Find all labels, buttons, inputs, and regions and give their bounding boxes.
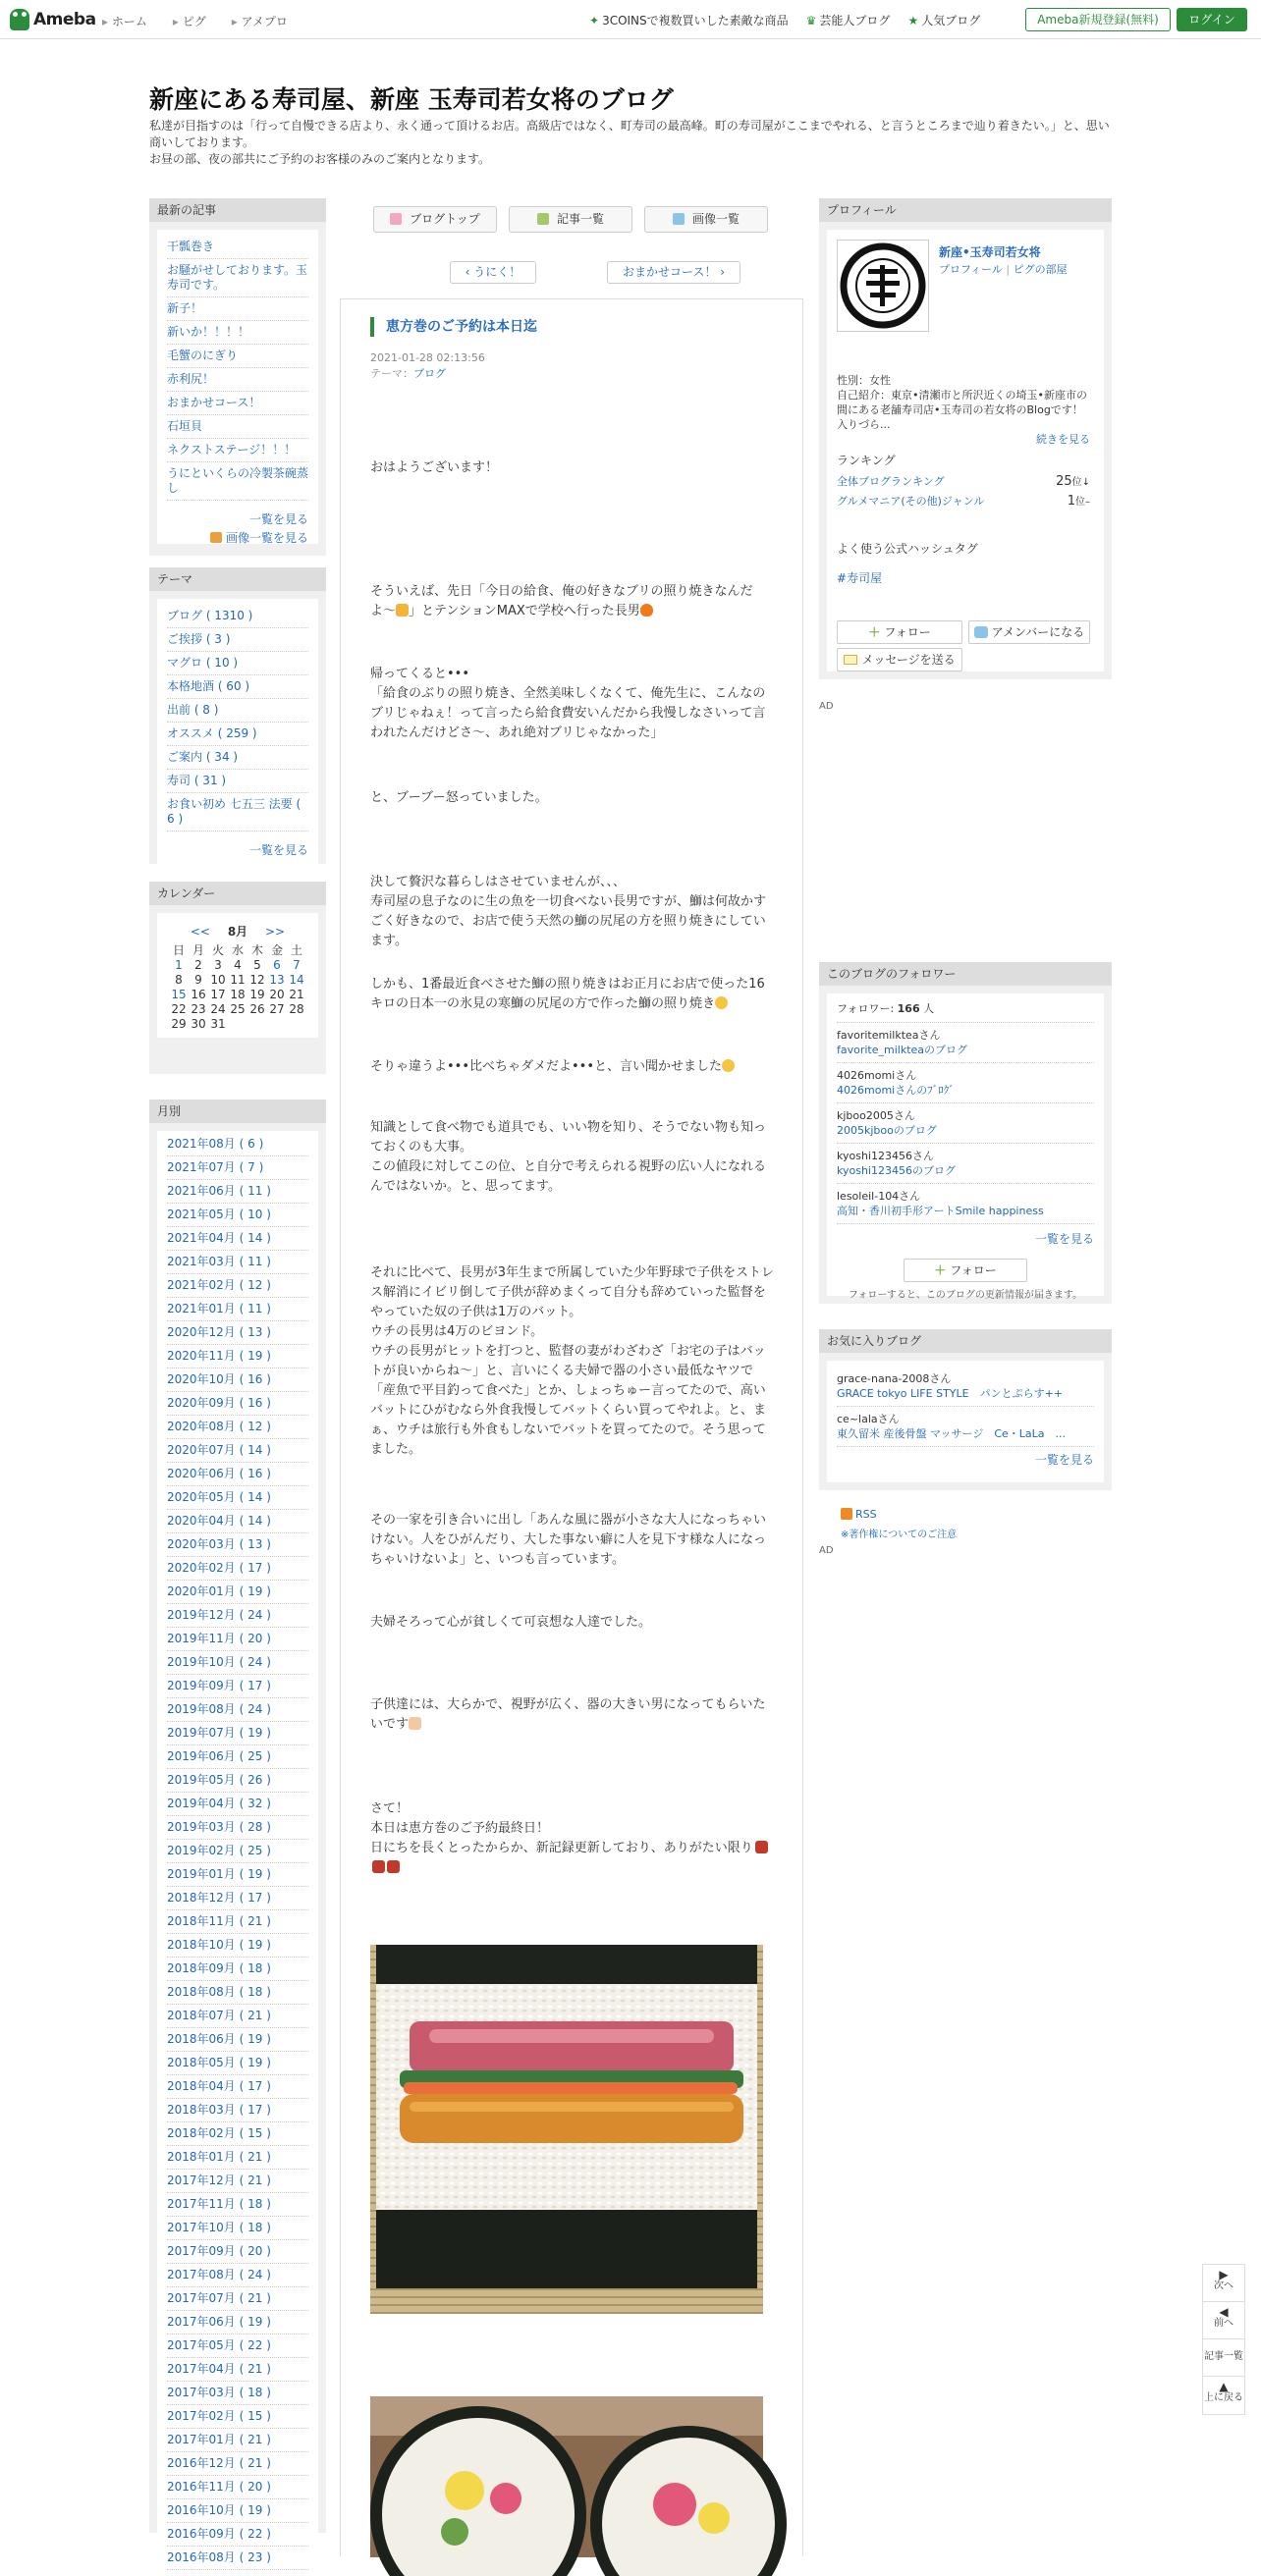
- bento-emoji-icon: [755, 1841, 768, 1853]
- follower-blog-link[interactable]: 4026momiさんのﾌﾞﾛｸﾞ: [837, 1084, 955, 1097]
- home-icon: [390, 213, 402, 225]
- nav-pigg[interactable]: ▸ ピグ: [173, 13, 206, 29]
- themes-title: テーマ: [149, 567, 326, 591]
- calendar-day: [267, 1017, 287, 1032]
- envelope-icon: [844, 655, 857, 665]
- favorite-blog-owner: ce~lalaさん: [837, 1413, 900, 1425]
- followers-title: このブログのフォロワー: [819, 962, 1112, 986]
- ehomaki-photo[interactable]: [370, 1945, 763, 2314]
- follower-item: [837, 1184, 1094, 1224]
- calendar-day: 9: [194, 973, 202, 987]
- archive-month-link[interactable]: 2020年07月 ( 14 ): [167, 1439, 308, 1463]
- plus-icon: ＋: [934, 1263, 951, 1277]
- archive-month-link[interactable]: 2017年01月 ( 21 ): [167, 2429, 308, 2452]
- archive-month-link[interactable]: 2020年03月 ( 13 ): [167, 1533, 308, 1557]
- logo-text: Ameba: [33, 10, 96, 29]
- follower-item: [837, 1063, 1094, 1103]
- profile-box: [819, 198, 1112, 679]
- celebrity-blog-link[interactable]: [806, 12, 891, 28]
- archive-month-link[interactable]: 2021年04月 ( 14 ): [167, 1227, 308, 1251]
- entry-theme-label: テーマ：: [370, 367, 413, 380]
- thumbs-up-emoji-icon: [409, 1717, 421, 1730]
- archive-month-link[interactable]: 2020年02月 ( 17 ): [167, 1557, 308, 1581]
- recent-images-label: 画像一覧を見る: [225, 531, 308, 545]
- tab-entry-list[interactable]: [509, 206, 632, 233]
- popular-blog-label: 人気ブログ: [921, 14, 981, 27]
- theme-link[interactable]: 本格地酒 ( 60 ): [167, 675, 308, 699]
- entry-theme-link[interactable]: ブログ: [413, 367, 446, 380]
- archive-month-link[interactable]: 2017年03月 ( 18 ): [167, 2382, 308, 2405]
- archive-month-link[interactable]: 2018年10月 ( 19 ): [167, 1934, 308, 1958]
- archive-month-link[interactable]: 2018年11月 ( 21 ): [167, 1910, 308, 1934]
- calendar-weekday: 火: [211, 943, 224, 957]
- archive-month-link[interactable]: 2020年10月 ( 16 ): [167, 1368, 308, 1392]
- theme-link[interactable]: マグロ ( 10 ): [167, 652, 308, 675]
- archive-month-link[interactable]: 2020年11月 ( 19 ): [167, 1345, 308, 1368]
- become-member-button[interactable]: [968, 620, 1090, 644]
- send-message-label: メッセージを送る: [861, 653, 956, 667]
- archive-month-link[interactable]: 2019年10月 ( 24 ): [167, 1651, 308, 1675]
- archive-month-link[interactable]: 2019年09月 ( 17 ): [167, 1675, 308, 1698]
- theme-link[interactable]: 寿司 ( 31 ): [167, 770, 308, 793]
- archive-month-link[interactable]: 2021年08月 ( 6 ): [167, 1133, 308, 1156]
- calendar-day: 12: [249, 973, 265, 987]
- followers-box: [819, 962, 1112, 1304]
- nav-home[interactable]: ▸ ホーム: [102, 13, 147, 29]
- recent-post-link[interactable]: 石垣貝: [167, 415, 308, 439]
- entry-paragraph: 知識として食べ物でも道具でも、いい物を知り、そうでない物も知っておくのも大事。 この値段に対してこの位、と自分で考えられる視野の広い人になれるんではないか。と、思ってます。: [370, 1120, 767, 1194]
- profile-title: プロフィール: [819, 198, 1112, 222]
- archive-month-link[interactable]: 2021年05月 ( 10 ): [167, 1204, 308, 1227]
- calendar-day: 4: [234, 958, 242, 972]
- entry-paragraph: [370, 975, 775, 1014]
- archive-month-link[interactable]: 2018年12月 ( 17 ): [167, 1887, 308, 1910]
- recent-post-link[interactable]: 新いか！！！！: [167, 321, 308, 345]
- next-entry-button[interactable]: [607, 261, 740, 284]
- calendar-box: [149, 882, 326, 1074]
- calendar-day: 28: [289, 1002, 304, 1016]
- profile-follow-button[interactable]: [837, 620, 962, 644]
- entry-paragraph-text: さて！ 本日は恵方巻のご予約最終日！ 日にちを長くとったからか、新記録更新しており、ありがたい限り: [370, 1801, 753, 1855]
- recent-post-link[interactable]: おまかせコース！: [167, 392, 308, 415]
- archive-month-link[interactable]: 2017年09月 ( 20 ): [167, 2240, 308, 2264]
- sweat-smile-emoji-icon: [722, 1059, 735, 1072]
- archive-month-link[interactable]: 2016年11月 ( 20 ): [167, 2476, 308, 2499]
- overall-rank: 25: [1056, 474, 1072, 489]
- archive-month-link[interactable]: 2018年01月 ( 21 ): [167, 2146, 308, 2170]
- rss-link[interactable]: [841, 1508, 877, 1521]
- calendar-day: 30: [191, 1017, 206, 1031]
- rss-label: RSS: [855, 1508, 877, 1521]
- entry-paragraph-text: 子供達には、大らかで、視野が広く、器の大きい男になってもらいたいです: [370, 1697, 766, 1732]
- calendar-day: 16: [191, 988, 206, 1001]
- archive-month-link[interactable]: 2017年12月 ( 21 ): [167, 2170, 308, 2193]
- archive-month-link[interactable]: 2016年08月 ( 23 ): [167, 2547, 308, 2570]
- ameba-logo[interactable]: [10, 9, 96, 30]
- archive-month-link[interactable]: 2020年09月 ( 16 ): [167, 1392, 308, 1416]
- arrow-up-icon: ▲: [1219, 2380, 1229, 2393]
- calendar-weekday: 木: [250, 943, 263, 957]
- link-separator: |: [1002, 263, 1014, 276]
- chevron-left-icon: ‹: [465, 265, 474, 279]
- next-label: 次へ: [1214, 2281, 1234, 2291]
- calendar-weekday: 水: [231, 943, 244, 957]
- pigg-room-link[interactable]: ピグの部屋: [1013, 263, 1068, 276]
- rank-unit: 位: [1075, 497, 1085, 508]
- star-icon: ★: [907, 14, 919, 27]
- archive-month-link[interactable]: 2018年07月 ( 21 ): [167, 2005, 308, 2028]
- archive-month-link[interactable]: 2019年07月 ( 19 ): [167, 1722, 308, 1745]
- favorite-blog-owner: grace-nana-2008さん: [837, 1372, 952, 1385]
- follower-name: lesoleil-104さん: [837, 1190, 921, 1203]
- archive-month-link[interactable]: 2019年06月 ( 25 ): [167, 1745, 308, 1769]
- calendar-day: 25: [230, 1002, 246, 1016]
- smile-emoji-icon: [715, 996, 728, 1009]
- calendar-next[interactable]: >>: [265, 925, 286, 939]
- register-button[interactable]: Ameba新規登録(無料): [1025, 8, 1171, 31]
- favorites-box: [819, 1329, 1112, 1490]
- floating-nav: [1202, 2264, 1245, 2415]
- blog-title[interactable]: 新座にある寿司屋、新座 玉寿司若女将のブログ: [149, 85, 674, 114]
- archive-month-link[interactable]: 2018年03月 ( 17 ): [167, 2099, 308, 2122]
- send-message-button[interactable]: [837, 648, 962, 671]
- archive-month-link[interactable]: 2016年09月 ( 22 ): [167, 2523, 308, 2547]
- tab-blog-top-label: ブログトップ: [410, 212, 480, 226]
- archive-month-link[interactable]: 2017年10月 ( 18 ): [167, 2217, 308, 2240]
- calendar-day[interactable]: 6: [273, 958, 281, 972]
- archive-month-link[interactable]: 2017年06月 ( 19 ): [167, 2311, 308, 2334]
- entry-paragraph: 帰ってくると••• 「給食のぶりの照り焼き、全然美味しくなくて、俺先生に、こんなのブリじゃねぇ！って言ったら給食費安いんだから我慢しなさいって言われたんだけどさ〜、あれ絶対ブリじゃなかった」: [370, 667, 766, 740]
- entry-paragraph: それに比べて、長男が3年生まで所属していた少年野球で子供をストレス解消にイビリ倒して子供が辞めまくって自分も辞めていった監督をやっていた奴の子供は1万のバット。 ウチの長男は4万のビヨンド。 ウチの長男がヒットを打つと、監督の妻がわざわざ「お宅の子はバットが良いからね〜」と、言いにくる夫婦で器の小さい最低なヤツで「産魚で平目釣って食べた」とか、しょっちゅー言ってたので、高いバットにひがむなら外食我慢してバットくらい買ってやれよ。と、まぁ、ウチは旅行も外食もしないでバットを買ってたので。そう思ってました。: [370, 1265, 775, 1457]
- profile-name[interactable]: 新座•玉寿司若女将: [939, 245, 1041, 259]
- archive-month-link[interactable]: 2018年08月 ( 18 ): [167, 1981, 308, 2005]
- entry-paragraph: [370, 1695, 775, 1735]
- follower-blog-link[interactable]: favorite_milkteaのブログ: [837, 1044, 968, 1056]
- calendar-day[interactable]: 15: [171, 988, 187, 1001]
- profile-gender: 性別：女性: [837, 374, 891, 387]
- top-bar: [0, 0, 1261, 39]
- entry-paragraph: 夫婦そろって心が貧しくて可哀想な人達でした。: [370, 1615, 652, 1630]
- back-to-top-button[interactable]: [1203, 2377, 1244, 2414]
- recent-post-link[interactable]: 干瓢巻き: [167, 236, 308, 259]
- archive-month-link[interactable]: 2018年04月 ( 17 ): [167, 2075, 308, 2099]
- recent-posts-box: [149, 198, 326, 556]
- archive-month-link[interactable]: 2019年12月 ( 24 ): [167, 1604, 308, 1628]
- member-icon: [974, 626, 988, 638]
- recent-post-link[interactable]: 新子！: [167, 297, 308, 321]
- calendar-day: 18: [230, 988, 246, 1001]
- archive-month-link[interactable]: 2019年01月 ( 19 ): [167, 1863, 308, 1887]
- rank-trend-flat-icon: –: [1085, 497, 1090, 508]
- calendar-day: [287, 1017, 306, 1032]
- next-entry-label: おまかせコース！: [622, 265, 717, 279]
- calendar-weekday: 金: [270, 943, 283, 957]
- blog-description: [149, 118, 1112, 168]
- calendar-day: 23: [191, 1002, 206, 1016]
- archive-month-link[interactable]: 2020年06月 ( 16 ): [167, 1463, 308, 1486]
- ameba-frog-icon: [10, 9, 29, 30]
- recent-post-link[interactable]: お騒がせしております。玉寿司です。: [167, 259, 308, 297]
- archive-month-link[interactable]: 2017年04月 ( 21 ): [167, 2358, 308, 2382]
- entry-date: 2021-01-28 02:13:56: [370, 351, 485, 364]
- calendar-day[interactable]: 14: [289, 973, 304, 987]
- chevron-right-icon: ›: [716, 265, 726, 279]
- archive-month-link[interactable]: 2020年01月 ( 19 ): [167, 1581, 308, 1604]
- follower-blog-link[interactable]: kyoshi123456のブログ: [837, 1164, 956, 1177]
- omelet-emoji-icon: [396, 604, 409, 617]
- archive-month-link[interactable]: 2019年11月 ( 20 ): [167, 1628, 308, 1651]
- entry-paragraph: 決して贅沢な暮らしはさせていませんが、、、 寿司屋の息子なのに生の魚を一切食べない長男ですが、鰤は何故かすごく好きなので、お店で使う天然の鰤の尻尾の方を照り焼きにしています。: [370, 875, 767, 948]
- blog-description-line1: 私達が目指すのは「行って自慢できる店より、永く通って頂けるお店。高級店ではなく、町寿司の最高峰。町の寿司屋がここまでやれる、と言うところまで辿り着きたい。」と、思い商いしております。: [149, 119, 1110, 149]
- fire-emoji-icon: [640, 604, 653, 617]
- recent-post-link[interactable]: 赤利尻！: [167, 368, 308, 392]
- favorite-blog-item: [837, 1407, 1094, 1447]
- profile-more-link[interactable]: 続きを見る: [1036, 433, 1090, 446]
- follower-count-label: フォロワー:: [837, 1002, 895, 1015]
- recent-images-link[interactable]: [167, 527, 308, 546]
- follower-item: [837, 1144, 1094, 1184]
- calendar-day: 24: [210, 1002, 226, 1016]
- genre-ranking-link[interactable]: グルメマニア(その他)ジャンル: [837, 495, 985, 508]
- calendar-day: 19: [249, 988, 265, 1001]
- bento-emoji-icon: [372, 1860, 385, 1873]
- ad-label-2: AD: [819, 1545, 834, 1556]
- ranking-title: ランキング: [837, 454, 896, 467]
- back-to-top-label: 上に戻る: [1204, 2392, 1243, 2403]
- archive-title: 月別: [149, 1100, 326, 1123]
- archive-month-link[interactable]: 2017年07月 ( 21 ): [167, 2287, 308, 2311]
- profile-follow-label: フォロー: [884, 625, 931, 639]
- calendar-weekday: 月: [192, 943, 204, 957]
- list-icon: [537, 213, 549, 225]
- entry-paragraph: [370, 1057, 775, 1077]
- archive-month-link[interactable]: 2021年03月 ( 11 ): [167, 1251, 308, 1274]
- calendar-month: 8月: [227, 925, 248, 939]
- crown-icon: ♛: [805, 14, 817, 27]
- ad-label: AD: [819, 701, 834, 712]
- follow-note: フォローすると、このブログの更新情報が届きます。: [848, 1290, 1083, 1301]
- themes-more-link[interactable]: 一覧を見る: [248, 843, 308, 857]
- calendar-day: 11: [230, 973, 246, 987]
- calendar-day: 27: [269, 1002, 285, 1016]
- archive-month-link[interactable]: 2017年05月 ( 22 ): [167, 2334, 308, 2358]
- tab-image-list-label: 画像一覧: [691, 212, 740, 226]
- genre-rank: 1: [1067, 494, 1075, 509]
- follower-count-unit: 人: [923, 1002, 935, 1015]
- follower-count: 166: [897, 1002, 920, 1015]
- entry-paragraph: その一家を引き合いに出し「あんな風に器が小さな大人になっちゃいけない。人をひがんだり、大した事ない癖に人を見下す様な人になっちゃいけないよ」と、いつも言っています。: [370, 1513, 767, 1567]
- calendar-day[interactable]: 13: [269, 973, 285, 987]
- calendar-day: 10: [210, 973, 226, 987]
- calendar-day: 22: [171, 1002, 187, 1016]
- archive-month-link[interactable]: 2020年12月 ( 13 ): [167, 1321, 308, 1345]
- favorite-blog-link[interactable]: GRACE tokyo LIFE STYLE パンとぷらす++: [837, 1387, 1064, 1400]
- entry-title[interactable]: 恵方巻のご予約は本日迄: [370, 317, 537, 337]
- archive-month-link[interactable]: 2017年02月 ( 15 ): [167, 2405, 308, 2429]
- profile-intro: 自己紹介：東京•清瀬市と所沢近くの埼玉•新座市の間にある老舗寿司店•玉寿司の若女将のBlogです！ 入りづら...: [837, 389, 1087, 431]
- bento-emoji-icon: [387, 1860, 400, 1873]
- sushi-roll-photo[interactable]: [370, 2396, 763, 2557]
- nav-amepro[interactable]: ▸ アメプロ: [232, 13, 288, 29]
- calendar-day: 3: [214, 958, 222, 972]
- prev-label: 前へ: [1214, 2318, 1234, 2329]
- recent-post-link[interactable]: ネクストステージ！！！: [167, 439, 308, 462]
- entry-paragraph-text: しかも、1番最近食べさせた鰤の照り焼きはお正月にお店で使った16キロの日本一の氷見の寒鰤の尻尾の方で作った鰤の照り焼き: [370, 977, 765, 1011]
- rss-icon: [841, 1508, 852, 1520]
- follower-name: kjboo2005さん: [837, 1109, 915, 1122]
- archive-month-link[interactable]: 2020年08月 ( 12 ): [167, 1416, 308, 1439]
- theme-link[interactable]: ご案内 ( 34 ): [167, 746, 308, 770]
- archive-month-link[interactable]: 2016年12月 ( 21 ): [167, 2452, 308, 2476]
- tab-entry-list-label: 記事一覧: [556, 212, 604, 226]
- follower-item: [837, 1023, 1094, 1063]
- theme-link[interactable]: ご挨拶 ( 3 ): [167, 628, 308, 652]
- recent-posts-title: 最新の記事: [149, 198, 326, 222]
- followers-more-link[interactable]: 一覧を見る: [1034, 1232, 1094, 1246]
- entry-meta: [370, 350, 485, 382]
- follower-count-row: [837, 999, 1094, 1023]
- archive-month-link[interactable]: 2018年09月 ( 18 ): [167, 1958, 308, 1981]
- ehomaki-photo-image: [370, 1945, 763, 2314]
- promo-link[interactable]: [589, 12, 789, 28]
- follower-blog-link[interactable]: 2005kjbooのブログ: [837, 1124, 937, 1137]
- calendar-day: 2: [194, 958, 202, 972]
- archive-month-link[interactable]: 2017年08月 ( 24 ): [167, 2264, 308, 2287]
- prev-entry-button[interactable]: [450, 261, 536, 284]
- calendar-prev[interactable]: <<: [190, 925, 210, 939]
- tab-blog-top[interactable]: [373, 206, 497, 233]
- theme-link[interactable]: お食い初め 七五三 法要 ( 6 ): [167, 793, 308, 832]
- calendar-day: 5: [253, 958, 261, 972]
- prev-button[interactable]: [1203, 2302, 1244, 2339]
- entry-paragraph: おはようございます！: [370, 460, 499, 475]
- prev-entry-label: うにく！: [473, 265, 521, 279]
- recent-more-link[interactable]: 一覧を見る: [248, 512, 308, 526]
- archive-box: [149, 1100, 326, 2564]
- favorites-more-link[interactable]: 一覧を見る: [1034, 1453, 1094, 1467]
- calendar-grid: [161, 943, 314, 1032]
- archive-month-link[interactable]: 2019年04月 ( 32 ): [167, 1793, 308, 1816]
- archive-month-link[interactable]: 2018年02月 ( 15 ): [167, 2122, 308, 2146]
- calendar-title: カレンダー: [149, 882, 326, 905]
- article: [340, 298, 803, 2556]
- archive-month-link[interactable]: 2021年07月 ( 7 ): [167, 1156, 308, 1180]
- profile-link[interactable]: プロフィール: [939, 263, 1003, 276]
- next-button[interactable]: [1203, 2265, 1244, 2302]
- recent-post-link[interactable]: 毛蟹のにぎり: [167, 345, 308, 368]
- become-member-label: アメンバーになる: [991, 625, 1085, 639]
- calendar-day[interactable]: 7: [293, 958, 301, 972]
- tab-image-list[interactable]: [644, 206, 768, 233]
- calendar-day: 31: [210, 1017, 226, 1031]
- camera-icon: [673, 213, 685, 225]
- calendar-day: 8: [175, 973, 183, 987]
- archive-month-link[interactable]: 2019年03月 ( 28 ): [167, 1816, 308, 1840]
- archive-month-link[interactable]: 2017年11月 ( 18 ): [167, 2193, 308, 2217]
- celebrity-blog-label: 芸能人ブログ: [819, 14, 891, 27]
- calendar-weekday: 日: [172, 943, 185, 957]
- calendar-day: 21: [289, 988, 304, 1001]
- follow-label: フォロー: [950, 1263, 997, 1277]
- follow-button[interactable]: [904, 1259, 1027, 1282]
- calendar-day: 26: [249, 1002, 265, 1016]
- play-icon: ▶: [1219, 2268, 1229, 2281]
- theme-link[interactable]: 出前 ( 8 ): [167, 699, 308, 723]
- themes-box: [149, 567, 326, 864]
- sushi-roll-photo-image: [370, 2396, 763, 2557]
- overall-ranking-link[interactable]: 全体ブログランキング: [837, 475, 945, 488]
- images-icon: [210, 532, 222, 543]
- theme-link[interactable]: ブログ ( 1310 ): [167, 605, 308, 628]
- entry-list-label: 記事一覧: [1204, 2351, 1243, 2362]
- calendar-day: [247, 1017, 267, 1032]
- archive-month-link[interactable]: 2019年02月 ( 25 ): [167, 1840, 308, 1863]
- tamazushi-logo-icon: [841, 243, 925, 328]
- calendar-day: 20: [269, 988, 285, 1001]
- entry-paragraph: [370, 1799, 775, 1878]
- archive-month-link[interactable]: 2021年06月 ( 11 ): [167, 1180, 308, 1204]
- recent-post-link[interactable]: うにといくらの冷製茶碗蒸し: [167, 462, 308, 501]
- entry-paragraph-text: そういえば、先日「今日の給食、俺の好きなブリの照り焼きなんだよ〜: [370, 584, 753, 618]
- follower-name: kyoshi123456さん: [837, 1150, 934, 1162]
- play-back-icon: ◀: [1219, 2305, 1229, 2319]
- theme-link[interactable]: オススメ ( 259 ): [167, 723, 308, 746]
- entry-paragraph: [370, 582, 775, 621]
- plus-icon: ＋: [868, 625, 885, 639]
- follower-blog-link[interactable]: 高知・香川初手形アートSmile happiness: [837, 1205, 1044, 1217]
- favorites-title: お気に入りブログ: [819, 1329, 1112, 1353]
- login-button[interactable]: ログイン: [1177, 8, 1247, 31]
- blog-description-line2: お昼の部、夜の部共にご予約のお客様のみのご案内となります。: [149, 152, 491, 166]
- entry-paragraph-text: 」とテンションMAXで学校へ行った長男: [409, 604, 640, 618]
- follower-name: favoritemilkteaさん: [837, 1029, 941, 1042]
- favorite-blog-link[interactable]: 東久留米 産後骨盤 マッサージ Ce・LaLa ...: [837, 1427, 1067, 1440]
- hashtag-link[interactable]: #寿司屋: [837, 571, 883, 585]
- follower-name: 4026momiさん: [837, 1069, 917, 1082]
- follower-item: [837, 1103, 1094, 1144]
- archive-month-link[interactable]: 2019年05月 ( 26 ): [167, 1769, 308, 1793]
- calendar-day[interactable]: 1: [175, 958, 183, 972]
- archive-month-link[interactable]: 2020年04月 ( 14 ): [167, 1510, 308, 1533]
- promo-link-label: 3COINSで複数買いした素敵な商品: [602, 14, 789, 27]
- calendar-day: 29: [171, 1017, 187, 1031]
- archive-month-link[interactable]: 2021年01月 ( 11 ): [167, 1298, 308, 1321]
- profile-avatar[interactable]: [837, 240, 929, 332]
- entry-paragraph-text: そりゃ違うよ•••比べちゃダメだよ•••と、言い聞かせました: [370, 1059, 723, 1074]
- favorite-blog-item: [837, 1367, 1094, 1407]
- calendar-weekday: 土: [290, 943, 302, 957]
- archive-month-link[interactable]: 2019年08月 ( 24 ): [167, 1698, 308, 1722]
- entry-paragraph: と、ブーブー怒っていました。: [370, 790, 548, 805]
- hashtag-title: よく使う公式ハッシュタグ: [837, 542, 978, 556]
- archive-month-link[interactable]: 2020年05月 ( 14 ): [167, 1486, 308, 1510]
- archive-month-link[interactable]: 2018年05月 ( 19 ): [167, 2052, 308, 2075]
- calendar-day: 17: [210, 988, 226, 1001]
- rank-unit: 位: [1071, 477, 1082, 488]
- entry-list-button[interactable]: [1203, 2339, 1244, 2377]
- sparkle-icon: ✦: [589, 14, 600, 27]
- rank-trend-down-icon: ↓: [1081, 477, 1090, 488]
- archive-month-link[interactable]: 2016年10月 ( 19 ): [167, 2499, 308, 2523]
- popular-blog-link[interactable]: [907, 12, 980, 28]
- archive-month-link[interactable]: 2018年06月 ( 19 ): [167, 2028, 308, 2052]
- archive-month-link[interactable]: 2021年02月 ( 12 ): [167, 1274, 308, 1298]
- copyright-note-link[interactable]: ※著作権についてのご注意: [841, 1530, 958, 1540]
- calendar-day: [228, 1017, 247, 1032]
